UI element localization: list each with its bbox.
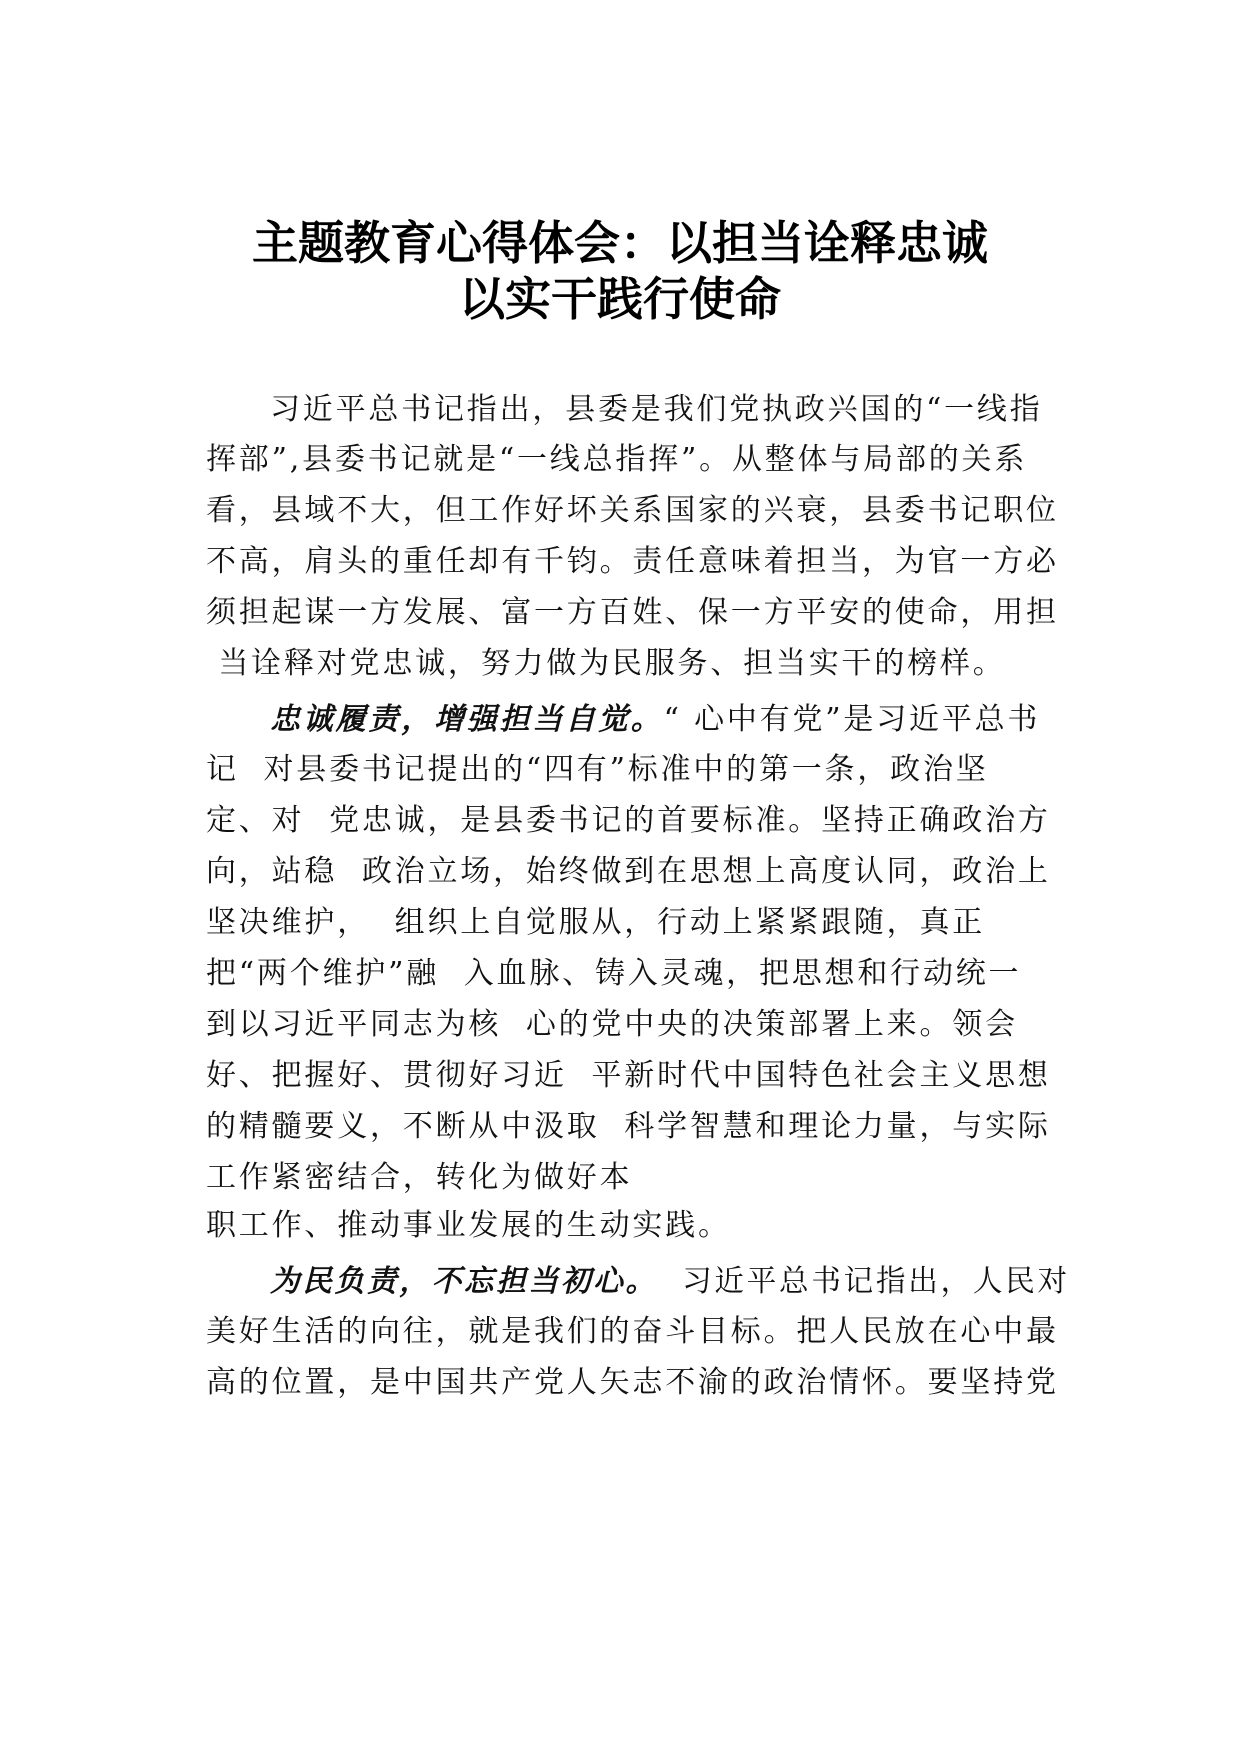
- paragraph-1-line-6: 当诠释对党忠诚，努力做为民服务、担当实干的榜样。: [206, 646, 1006, 681]
- paragraph-2-heading: 忠诚履责，增强担当自觉。: [270, 702, 664, 737]
- paragraph-2-line-8: 好、把握好、贯彻好习近 平新时代中国特色社会主义思想: [206, 1058, 1051, 1093]
- paragraph-3-first-rest: 习近平总书记指出，人民对: [657, 1264, 1070, 1299]
- paragraph-1-line-1: 习近平总书记指出，县委是我们党执政兴国的“一线指: [270, 392, 1043, 427]
- paragraph-2-line-10: 工作紧密结合，转化为做好本: [206, 1160, 633, 1195]
- paragraph-3-line-3: 高的位置，是中国共产党人矢志不渝的政治情怀。要坚持党: [206, 1365, 1059, 1400]
- paragraph-2-line-4: 向，站稳 政治立场，始终做到在思想上高度认同，政治上: [206, 854, 1051, 889]
- paragraph-1-line-2: 挥部”,县委书记就是“一线总指挥”。从整体与局部的关系: [206, 442, 1028, 477]
- paragraph-1-line-5: 须担起谋一方发展、富一方百姓、保一方平安的使命，用担: [206, 595, 1059, 630]
- paragraph-2-line-11: 职工作、推动事业发展的生动实践。: [206, 1208, 731, 1243]
- paragraph-2-line-2: 记 对县委书记提出的“四有”标准中的第一条，政治坚: [206, 752, 989, 787]
- paragraph-2-line-1: [270, 700, 1040, 740]
- paragraph-1-line-3: 看，县域不大，但工作好坏关系国家的兴衰，县委书记职位: [206, 493, 1059, 528]
- paragraph-3-line-2: 美好生活的向往，就是我们的奋斗目标。把人民放在心中最: [206, 1314, 1059, 1349]
- document-title-line-1: 主题教育心得体会：以担当诠释忠诚: [252, 216, 988, 270]
- paragraph-3-heading: 为民负责，不忘担当初心。: [270, 1264, 658, 1299]
- paragraph-2-line-5: 坚决维护， 组织上自觉服从，行动上紧紧跟随，真正: [206, 905, 986, 940]
- paragraph-2-line-3: 定、对 党忠诚，是县委书记的首要标准。坚持正确政治方: [206, 803, 1051, 838]
- paragraph-2-line-6: 把“两个维护”融 入血脉、铸入灵魂，把思想和行动统一: [206, 956, 1022, 991]
- paragraph-2-line-7: 到以习近平同志为核 心的党中央的决策部署上来。领会: [206, 1007, 1018, 1042]
- paragraph-3-line-1: [270, 1262, 1070, 1302]
- paragraph-2-line-9: 的精髓要义，不断从中汲取 科学智慧和理论力量，与实际: [206, 1109, 1051, 1144]
- paragraph-1-line-4: 不高，肩头的重任却有千钧。责任意味着担当，为官一方必: [206, 544, 1059, 579]
- paragraph-2-first-rest: “ 心中有党”是习近平总书: [663, 702, 1041, 737]
- document-title-line-2: 以实干践行使命: [459, 272, 781, 326]
